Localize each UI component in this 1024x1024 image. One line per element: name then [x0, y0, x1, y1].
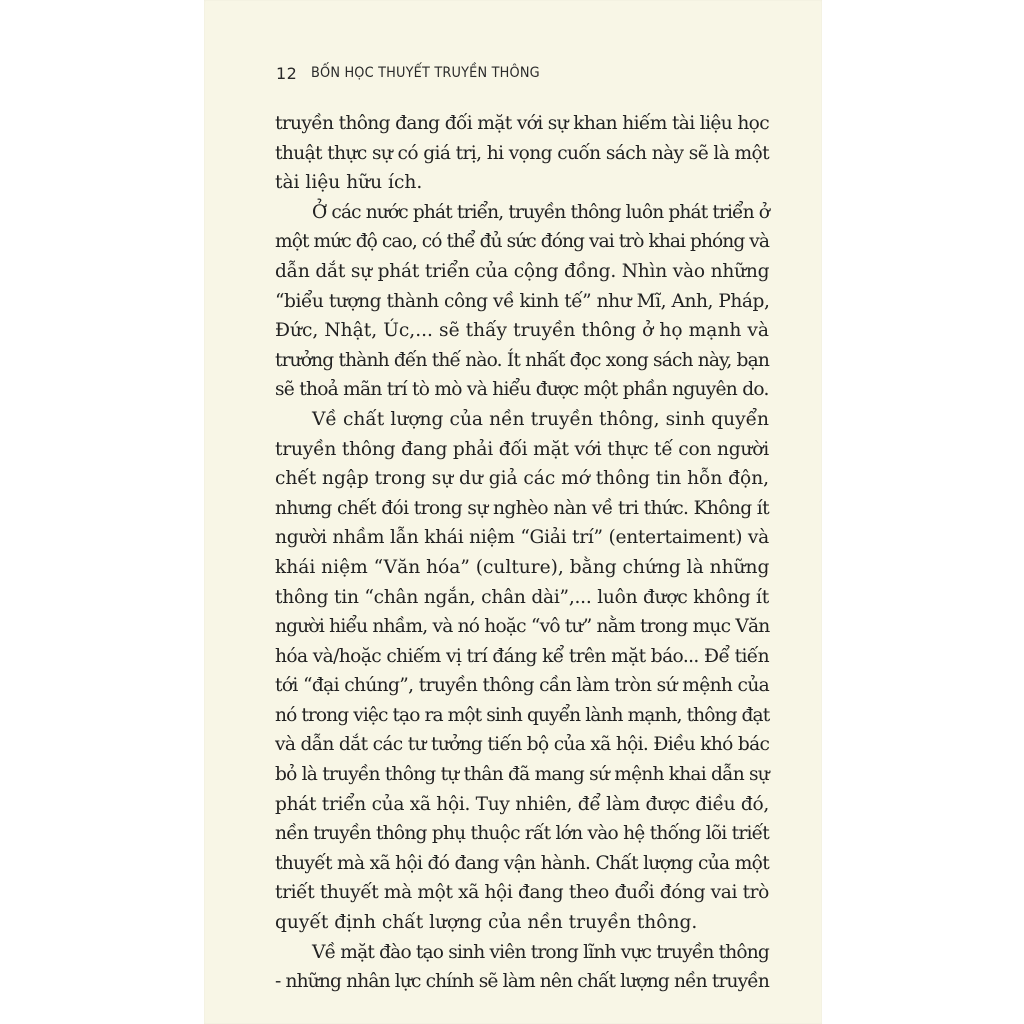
text-line: người hiểu nhầm, và nó hoặc “vô tư” nằm trong mục Văn	[275, 616, 770, 638]
text-line: hóa và/hoặc chiếm vị trí đáng kể trên mặt báo... Để tiến	[275, 645, 769, 667]
text-line: Về chất lượng của nền truyền thông, sinh quyển	[312, 408, 769, 430]
text-line: Ở các nước phát triển, truyền thông luôn phát triển ở	[312, 201, 770, 223]
text-line: thông tin “chân ngắn, chân dài”,... luôn được không ít	[275, 586, 769, 608]
body-text	[275, 109, 769, 997]
text-line: dẫn dắt sự phát triển của cộng đồng. Nhìn vào những	[275, 260, 770, 282]
text-line: truyền thông đang phải đối mặt với thực tế con người	[275, 438, 770, 460]
paragraph	[275, 405, 769, 938]
paragraph	[275, 198, 769, 405]
text-line: nhưng chết đói trong sự nghèo nàn về tri thức. Không ít	[275, 497, 769, 519]
text-line: triết thuyết mà một xã hội đang theo đuổi đóng vai trò	[275, 882, 769, 904]
text-line: sẽ thoả mãn trí tò mò và hiểu được một phần nguyên do.	[275, 379, 769, 401]
text-line: người nhầm lẫn khái niệm “Giải trí” (entertaiment) và	[275, 527, 769, 549]
text-line: Về mặt đào tạo sinh viên trong lĩnh vực truyền thông	[312, 941, 769, 963]
text-line: bỏ là truyền thông tự thân đã mang sứ mệnh khai dẫn sự	[275, 764, 769, 786]
running-header	[276, 60, 560, 86]
paragraph	[275, 938, 769, 997]
running-title: BỐN HỌC THUYẾT TRUYỀN THÔNG	[311, 65, 541, 81]
text-line: tài liệu hữu ích.	[275, 172, 423, 194]
text-line: truyền thông đang đối mặt với sự khan hiếm tài liệu học	[275, 113, 769, 134]
text-line: “biểu tượng thành công về kinh tế” như Mĩ, Anh, Pháp,	[275, 290, 770, 312]
text-line: một mức độ cao, có thể đủ sức đóng vai trò khai phóng và	[275, 231, 770, 253]
text-line: thuật thực sự có giá trị, hi vọng cuốn sách này sẽ là một	[275, 142, 769, 164]
text-line: quyết định chất lượng của nền truyền thông.	[275, 912, 698, 934]
text-line: thuyết mà xã hội đó đang vận hành. Chất lượng của một	[275, 852, 769, 874]
text-line: Đức, Nhật, Úc,... sẽ thấy truyền thông ở họ mạnh và	[275, 320, 769, 342]
text-line: phát triển của xã hội. Tuy nhiên, để làm được điều đó,	[275, 793, 769, 815]
page-number: 12	[276, 63, 298, 83]
text-line: khái niệm “Văn hóa” (culture), bằng chứng là những	[275, 556, 770, 578]
text-line: chết ngập trong sự dư giả các mớ thông tin hỗn độn,	[275, 468, 769, 490]
text-line: nó trong việc tạo ra một sinh quyển lành mạnh, thông đạt	[275, 704, 770, 726]
text-line: tới “đại chúng”, truyền thông cần làm tròn sứ mệnh của	[275, 675, 770, 697]
text-line: trưởng thành đến thế nào. Ít nhất đọc xong sách này, bạn	[275, 349, 769, 371]
paragraph	[275, 109, 769, 198]
text-line: nền truyền thông phụ thuộc rất lớn vào hệ thống lõi triết	[275, 823, 769, 845]
text-line: và dẫn dắt các tư tưởng tiến bộ của xã hội. Điều khó bác	[275, 734, 770, 756]
text-line: - những nhân lực chính sẽ làm nên chất lượng nền truyền	[275, 971, 769, 993]
